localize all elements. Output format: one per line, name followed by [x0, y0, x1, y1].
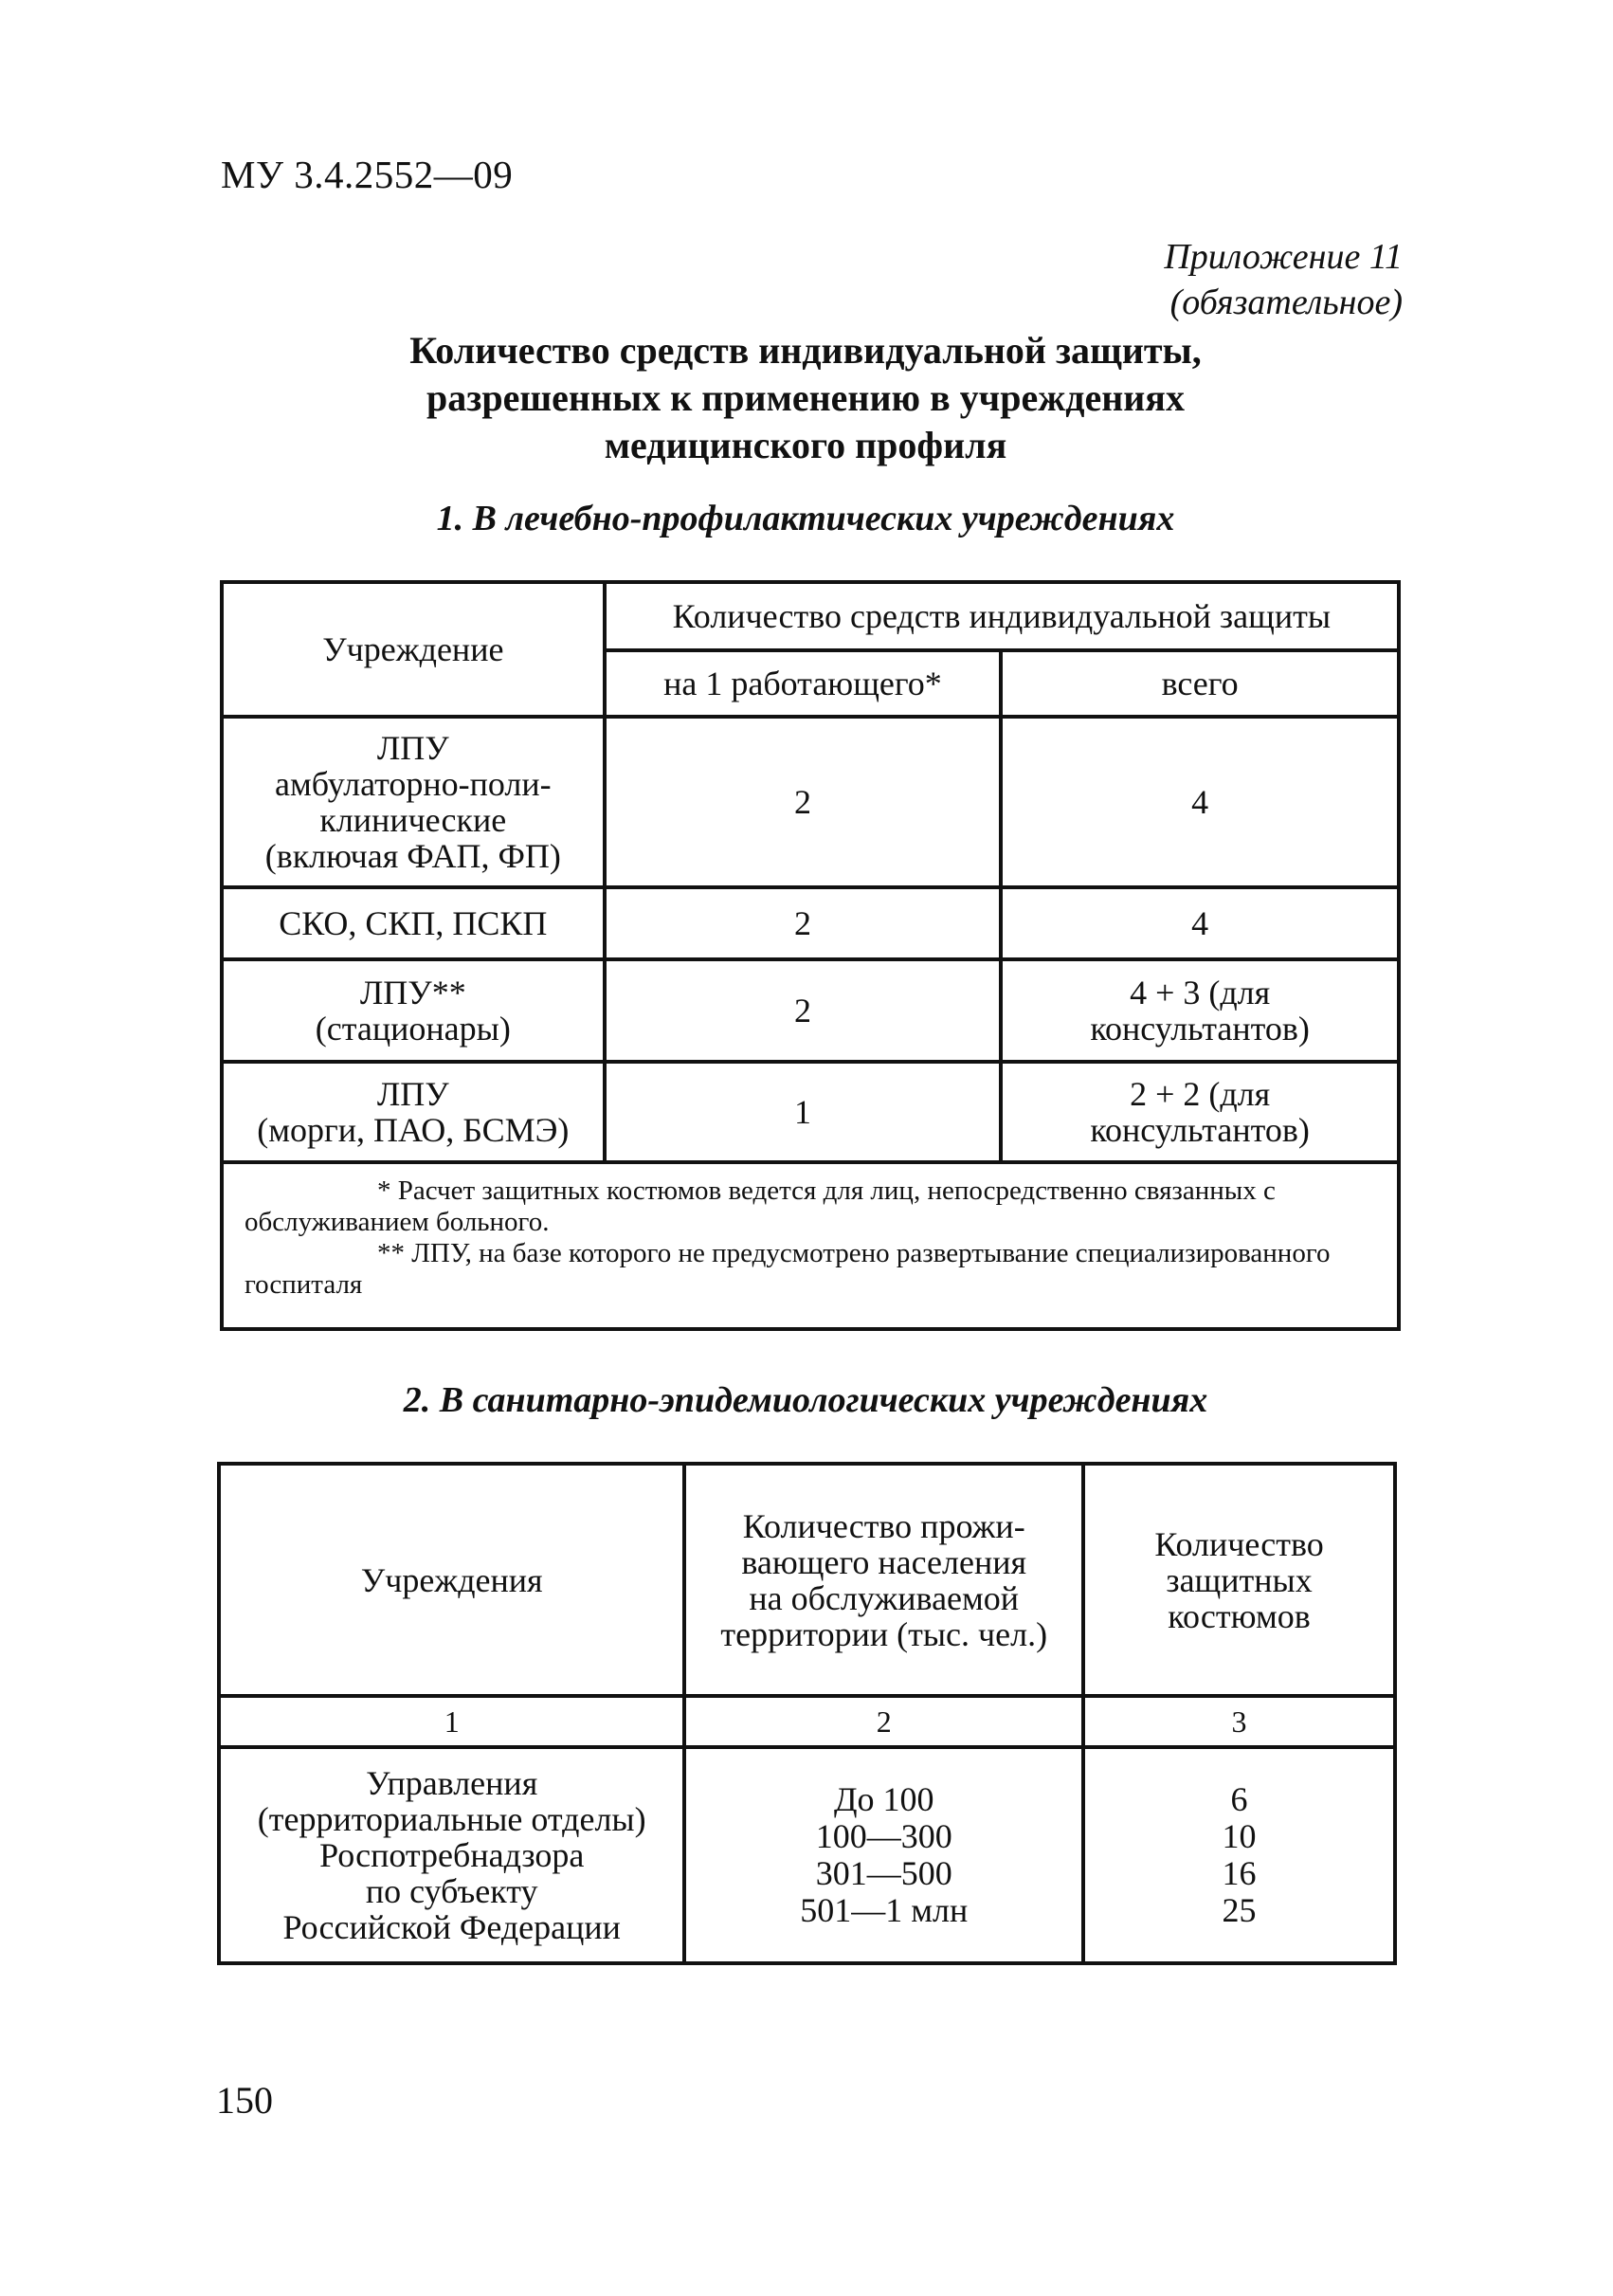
population-range: 501—1 млн: [800, 1891, 969, 1929]
table-sanitary-institutions: [217, 1462, 1397, 1965]
header-suit-count: Количество защитных костюмов: [1083, 1464, 1395, 1696]
cell-total: 4: [1001, 717, 1399, 887]
cell-per-worker: 2: [605, 959, 1002, 1062]
header-institution: Учреждение: [222, 582, 605, 717]
page-title: [284, 327, 1327, 469]
footnote-2: ** ЛПУ, на базе которого не предусмотрено развертывание специализированного госпиталя: [245, 1238, 1331, 1300]
table-row: [222, 1062, 1399, 1162]
header-per-worker: на 1 работающего*: [605, 650, 1002, 717]
title-line: Количество средств индивидуальной защиты,: [409, 329, 1202, 372]
column-number: 3: [1083, 1696, 1395, 1747]
section-2-heading: 2. В санитарно-эпидемиологических учреждениях: [403, 1380, 1208, 1420]
table-row: [222, 717, 1399, 887]
cell-population-list: [684, 1747, 1083, 1963]
header-population: Количество прожи- вающего населения на обслуживаемой территории (тыс. чел.): [684, 1464, 1083, 1696]
cell-total: 2 + 2 (для консультантов): [1001, 1062, 1399, 1162]
cell-per-worker: 2: [605, 887, 1002, 959]
cell-per-worker: 2: [605, 717, 1002, 887]
header-total: всего: [1001, 650, 1399, 717]
table-medical-institutions: [220, 580, 1401, 1331]
header-institutions: Учреждения: [219, 1464, 684, 1696]
table-footnotes: [222, 1162, 1399, 1329]
cell-total: 4 + 3 (для консультантов): [1001, 959, 1399, 1062]
cell-institution: ЛПУ амбулаторно-поли- клинические (включая ФАП, ФП): [222, 717, 605, 887]
cell-institution: ЛПУ (морги, ПАО, БСМЭ): [222, 1062, 605, 1162]
table-row: [222, 887, 1399, 959]
appendix-label: [1164, 234, 1403, 325]
title-line: разрешенных к применению в учреждениях: [426, 376, 1185, 419]
suit-count: 6: [1230, 1780, 1248, 1818]
population-range: До 100: [833, 1780, 934, 1818]
section-1-heading: 1. В лечебно-профилактических учреждениях: [436, 499, 1175, 538]
suit-count: 10: [1222, 1817, 1257, 1855]
cell-per-worker: 1: [605, 1062, 1002, 1162]
footnote-1: * Расчет защитных костюмов ведется для лиц, непосредственно связанных с обслуживанием больного.: [245, 1175, 1276, 1237]
cell-institution: ЛПУ** (стационары): [222, 959, 605, 1062]
cell-institution: Управления (территориальные отделы) Роспотребнадзора по субъекту Российской Федерации: [219, 1747, 684, 1963]
document-code: МУ 3.4.2552—09: [221, 153, 514, 196]
suit-count: 25: [1222, 1891, 1257, 1929]
cell-suits-list: [1083, 1747, 1395, 1963]
page-number: 150: [216, 2079, 273, 2122]
table-row: [219, 1747, 1395, 1963]
cell-total: 4: [1001, 887, 1399, 959]
title-line: медицинского профиля: [604, 424, 1007, 466]
population-range: 301—500: [815, 1854, 952, 1892]
appendix-number: Приложение 11: [1164, 237, 1403, 277]
appendix-status: (обязательное): [1169, 282, 1403, 322]
population-range: 100—300: [815, 1817, 952, 1855]
table-row: [222, 959, 1399, 1062]
header-ppe-count: Количество средств индивидуальной защиты: [605, 582, 1399, 650]
column-number: 2: [684, 1696, 1083, 1747]
cell-institution: СКО, СКП, ПСКП: [222, 887, 605, 959]
column-number: 1: [219, 1696, 684, 1747]
suit-count: 16: [1222, 1854, 1257, 1892]
